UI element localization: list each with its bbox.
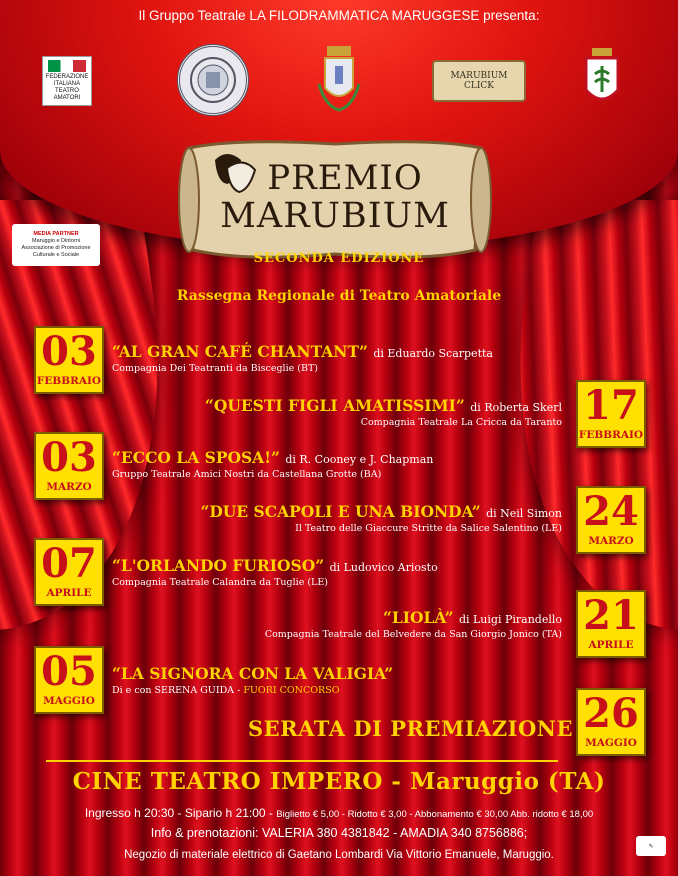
event-company: Compagnia Teatrale Calandra da Tuglie (LE) [112, 577, 328, 588]
designer-stamp-icon: ✎ [636, 836, 666, 856]
ticket-shop-info: Negozio di materiale elettrico di Gaetano Lombardi Via Vittorio Emanuele, Maruggio. [124, 849, 554, 861]
date-day: 03 [41, 328, 97, 375]
date-day: 07 [41, 540, 97, 587]
event-author: di R. Cooney e J. Chapman [285, 453, 434, 466]
event-author: di Eduardo Scarpetta [373, 347, 493, 360]
event-company: Compagnia Teatrale La Cricca da Taranto [360, 417, 562, 428]
date-month: APRILE [46, 587, 92, 599]
festival-subtitle: Rassegna Regionale di Teatro Amatoriale [176, 288, 502, 304]
media-partner-name: Maruggio e Dintorni [32, 238, 80, 244]
date-month: FEBBRAIO [36, 375, 102, 387]
event-title: “ECCO LA SPOSA!” [112, 448, 280, 467]
media-partner-label: MEDIA PARTNER [33, 231, 79, 237]
show-times: Ingresso h 20:30 - Sipario h 21:00 - [84, 806, 273, 820]
out-of-competition-label: FUORI CONCORSO [243, 685, 340, 696]
event-entry [112, 664, 393, 696]
date-month: APRILE [588, 639, 634, 651]
event-author: di Luigi Pirandello [458, 613, 562, 626]
event-company: Di e con SERENA GUIDA - [112, 685, 241, 696]
date-box [34, 646, 104, 714]
date-box [34, 326, 104, 394]
date-month: MARZO [588, 535, 634, 547]
divider [46, 760, 558, 762]
event-title: “AL GRAN CAFÉ CHANTANT” [112, 342, 368, 361]
event-title: “DUE SCAPOLI E UNA BIONDA” [200, 502, 481, 521]
date-day: 05 [41, 648, 97, 695]
click-logo-line-2: CLICK [463, 81, 495, 91]
date-month: MAGGIO [43, 695, 95, 707]
federation-text-1: FEDERAZIONE [45, 74, 89, 80]
schedule-prices [0, 806, 678, 820]
date-month: MARZO [46, 481, 92, 493]
date-day: 17 [583, 382, 639, 429]
date-month: MAGGIO [585, 737, 637, 749]
event-author: di Ludovico Ariosto [329, 561, 438, 574]
event-title: “L'ORLANDO FURIOSO” [112, 556, 325, 575]
italian-flag-icon [48, 60, 86, 72]
date-box [576, 688, 646, 756]
edition-label: SECONDA EDIZIONE [253, 251, 425, 266]
event-company: Compagnia Teatrale del Belvedere da San Giorgio Jonico (TA) [264, 629, 562, 640]
date-day: 26 [583, 690, 639, 737]
maruggio-coat-of-arms-icon [315, 44, 363, 114]
click-logo-line-1: MARUBIUM [450, 71, 508, 81]
federation-text-2: ITALIANA [53, 81, 81, 87]
marubium-click-logo [432, 60, 526, 102]
event-entry [205, 396, 562, 428]
presenter-line: Il Gruppo Teatrale LA FILODRAMMATICA MARUGGESE presenta: [138, 8, 540, 23]
date-box [34, 538, 104, 606]
venue-title: CINE TEATRO IMPERO - Maruggio (TA) [72, 768, 606, 795]
date-box [576, 486, 646, 554]
event-title: “QUESTI FIGLI AMATISSIMI” [204, 396, 465, 415]
federation-text-4: AMATORI [53, 95, 81, 101]
date-month: FEBBRAIO [578, 429, 644, 441]
puglia-region-crest-icon [583, 46, 621, 110]
date-day: 24 [583, 488, 639, 535]
event-author: di Neil Simon [486, 507, 562, 520]
event-entry [200, 502, 562, 534]
media-partner-sub: Associazione di Promozione Culturale e Sociale [21, 245, 91, 258]
date-box [576, 590, 646, 658]
date-day: 21 [583, 592, 639, 639]
event-title: “LA SIGNORA CON LA VALIGIA” [112, 664, 394, 683]
date-box [34, 432, 104, 500]
title-line-1: PREMIO [267, 158, 423, 198]
event-entry [112, 342, 493, 374]
event-author: di Roberta Skerl [470, 401, 562, 414]
title-scroll [175, 138, 495, 264]
event-entry [112, 556, 438, 588]
ticket-prices: Biglietto € 5,00 - Ridotto € 3,00 - Abbonamento € 30,00 Abb. ridotto € 18,00 [276, 809, 594, 820]
event-entry [265, 608, 562, 640]
event-entry [112, 448, 433, 480]
federation-text-3: TEATRO [55, 88, 79, 94]
seal-logo [177, 44, 249, 116]
date-day: 03 [41, 434, 97, 481]
event-title: “LIOLÀ” [382, 608, 454, 627]
event-company: Il Teatro delle Giaccure Stritte da Salice Salentino (LE) [295, 523, 562, 534]
event-company: Gruppo Teatrale Amici Nostri da Castellana Grotte (BA) [112, 469, 382, 480]
seal-emblem-icon [188, 55, 238, 105]
date-box [576, 380, 646, 448]
title-line-2: MARUBIUM [220, 196, 450, 236]
booking-info: Info & prenotazioni: VALERIA 380 4381842 - AMADIA 340 8756886; [150, 826, 528, 840]
federation-logo [42, 56, 92, 106]
award-night-title: SERATA DI PREMIAZIONE [248, 716, 573, 741]
event-company: Compagnia Dei Teatranti da Bisceglie (BT) [112, 363, 318, 374]
